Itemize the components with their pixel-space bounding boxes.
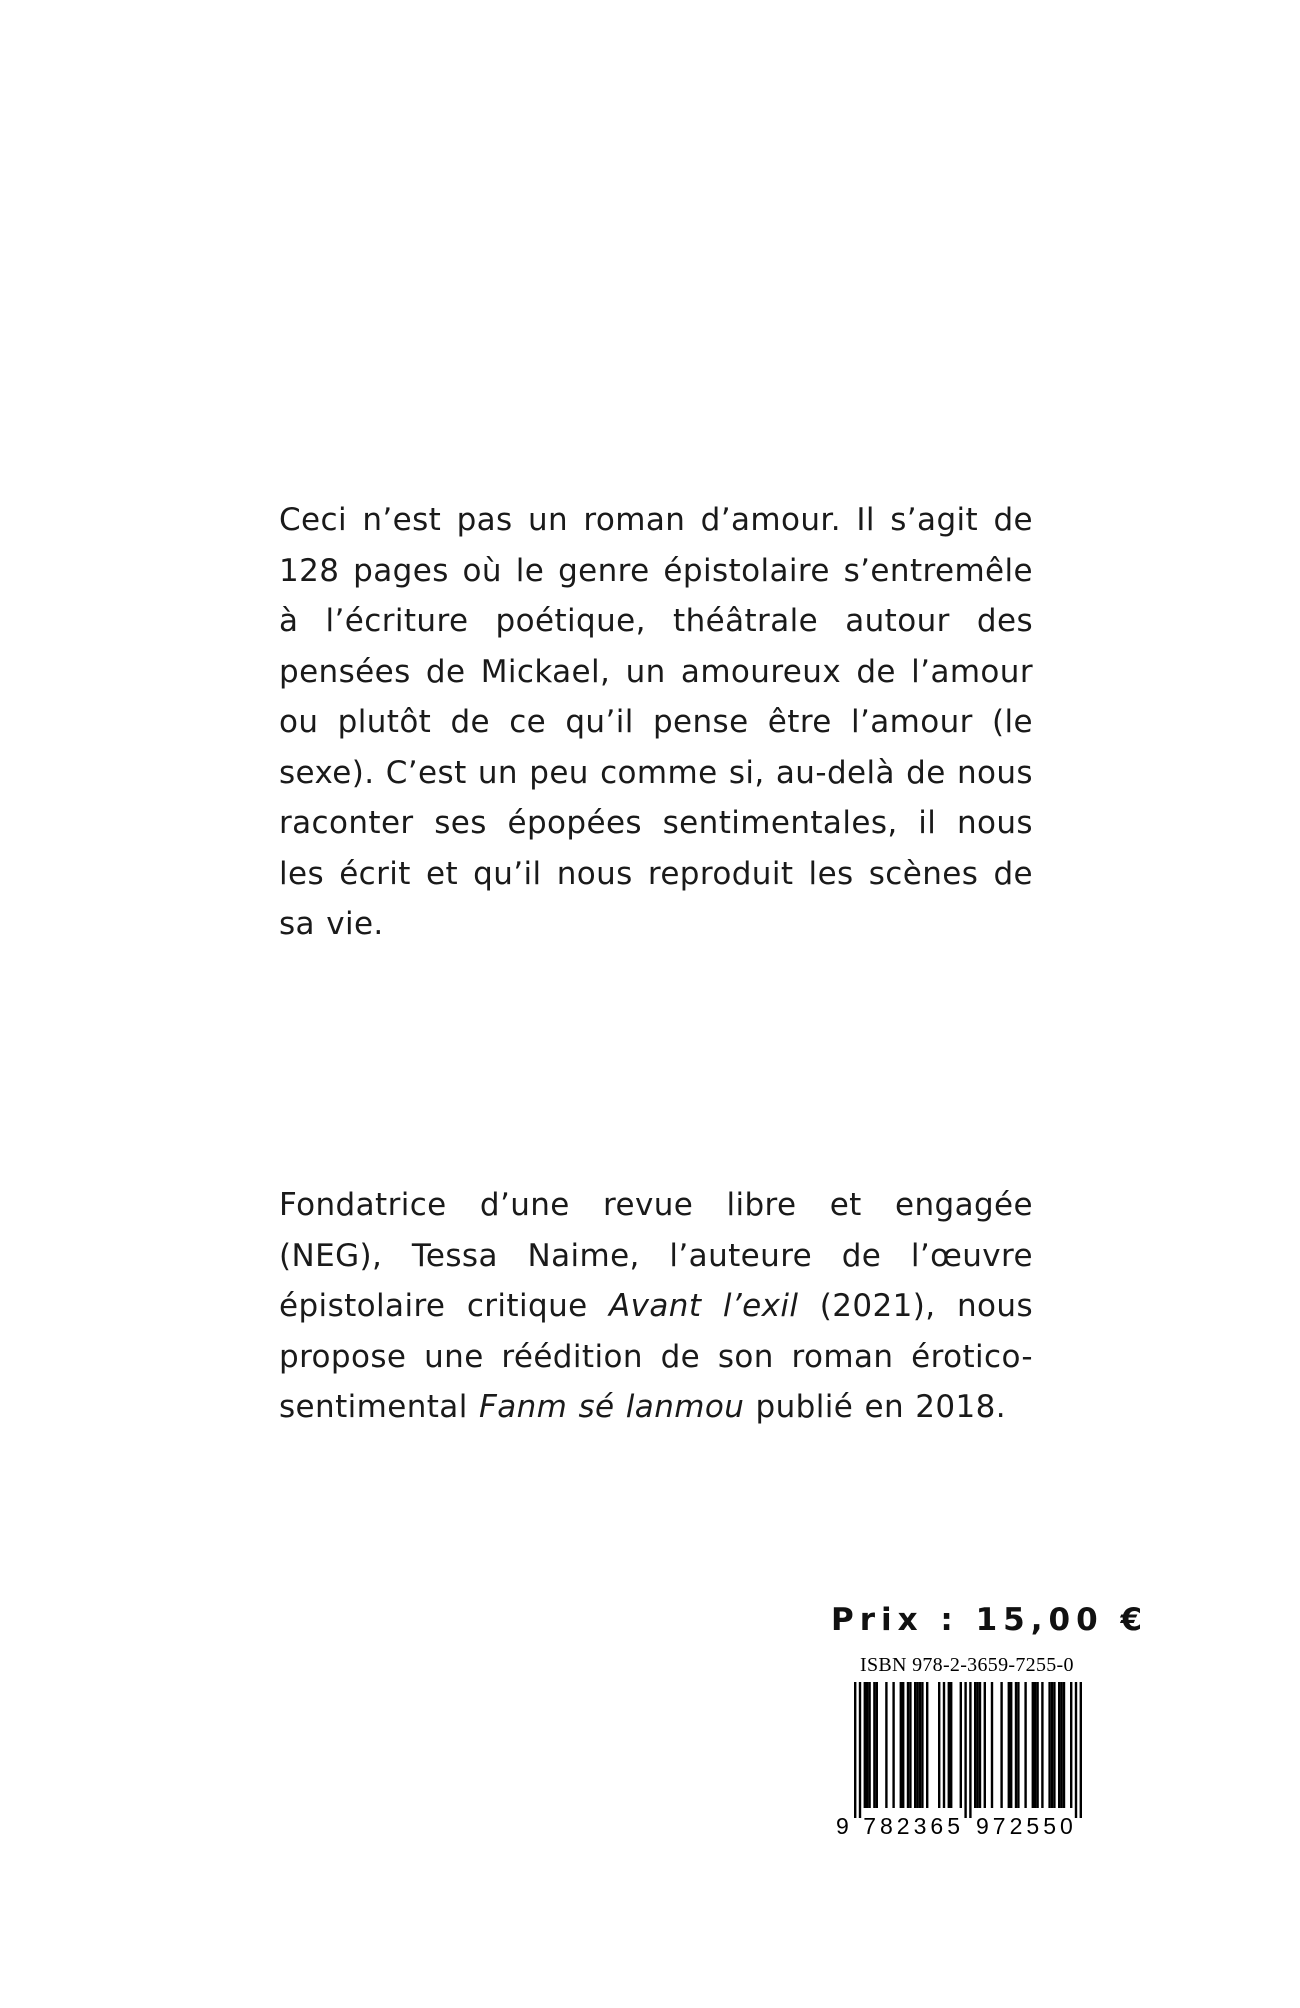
barcode-right-digits: 972550 <box>976 1813 1073 1839</box>
barcode-bar <box>868 1682 870 1808</box>
barcode-guard-bar <box>964 1682 966 1818</box>
barcode-bar <box>1051 1682 1053 1808</box>
barcode-bar <box>1060 1682 1062 1808</box>
author-bio-paragraph <box>279 1180 1033 1433</box>
barcode-bar <box>914 1682 916 1808</box>
barcode-bar <box>976 1682 978 1808</box>
barcode-bar <box>948 1682 950 1808</box>
barcode-bar <box>950 1682 952 1808</box>
barcode-guard-bar <box>854 1682 856 1818</box>
barcode-bar <box>902 1682 904 1808</box>
barcode <box>836 1654 1136 1844</box>
bio-text-3: publié en 2018. <box>744 1389 1006 1425</box>
barcode-bar <box>1048 1682 1050 1808</box>
barcode-bar <box>885 1682 887 1808</box>
barcode-bar <box>907 1682 909 1808</box>
barcode-bar <box>984 1682 986 1808</box>
barcode-bar <box>960 1682 962 1808</box>
barcode-bar <box>916 1682 918 1808</box>
barcode-bar <box>1010 1682 1012 1808</box>
barcode-bar <box>892 1682 894 1808</box>
barcode-guard-bar <box>969 1682 971 1818</box>
barcode-bar <box>1063 1682 1065 1808</box>
synopsis-paragraph: Ceci n’est pas un roman d’amour. Il s’agit de 128 pages où le genre épistolaire s’entremêle à l’écriture poétique, théâtrale autour des pensées de Mickael, un amoureux de l’amour ou plutôt de ce qu’il pense être l’amour (le sexe). C’est un peu comme si, au-delà de nous raconter ses épopées sentimentales, il nous les écrit et qu’il nous reproduit les scènes de sa vie. <box>279 502 1033 942</box>
barcode-first-digit: 9 <box>836 1813 849 1839</box>
barcode-bar <box>1036 1682 1038 1808</box>
barcode-bar <box>1058 1682 1060 1808</box>
barcode-bar <box>979 1682 981 1808</box>
barcode-bar <box>921 1682 923 1808</box>
barcode-bar <box>876 1682 878 1808</box>
price-label: Prix : 15,00 € <box>831 1602 1149 1638</box>
barcode-bars <box>854 1682 1082 1818</box>
barcode-bar <box>1041 1682 1043 1808</box>
barcode-bar <box>873 1682 875 1808</box>
barcode-bar <box>909 1682 911 1808</box>
barcode-bar <box>991 1682 993 1808</box>
barcode-bar <box>1070 1682 1072 1808</box>
barcode-bar <box>926 1682 928 1808</box>
barcode-bar <box>1053 1682 1055 1808</box>
bio-text-2: (2021), nous propose une réédition de son roman érotico-sentimental <box>279 1288 1033 1425</box>
barcode-bar <box>1008 1682 1010 1808</box>
barcode-guard-bar <box>1080 1682 1082 1818</box>
isbn-label: ISBN 978-2-3659-7255-0 <box>860 1654 1074 1676</box>
barcode-bar <box>1017 1682 1019 1808</box>
barcode-bar <box>866 1682 868 1808</box>
book-title-fanm-se-lanmou: Fanm sé lanmou <box>478 1389 745 1425</box>
barcode-guard-bar <box>859 1682 861 1818</box>
barcode-bar <box>900 1682 902 1808</box>
book-title-avant-lexil: Avant l’exil <box>609 1288 799 1324</box>
barcode-left-digits: 782365 <box>863 1813 960 1839</box>
barcode-bar <box>943 1682 945 1808</box>
barcode-bar <box>864 1682 866 1808</box>
barcode-bar <box>938 1682 940 1808</box>
barcode-bar <box>1024 1682 1026 1808</box>
barcode-graphic <box>836 1654 1136 1844</box>
barcode-bar <box>919 1682 921 1808</box>
barcode-bar <box>974 1682 976 1808</box>
barcode-guard-bar <box>1075 1682 1077 1818</box>
barcode-bar <box>1032 1682 1034 1808</box>
bio-text-1: Fondatrice d’une revue libre et engagée (NEG), Tessa Naime, l’auteure de l’œuvre épistolaire critique <box>279 1187 1033 1324</box>
barcode-bar <box>1015 1682 1017 1808</box>
barcode-bar <box>1034 1682 1036 1808</box>
barcode-bar <box>1000 1682 1002 1808</box>
